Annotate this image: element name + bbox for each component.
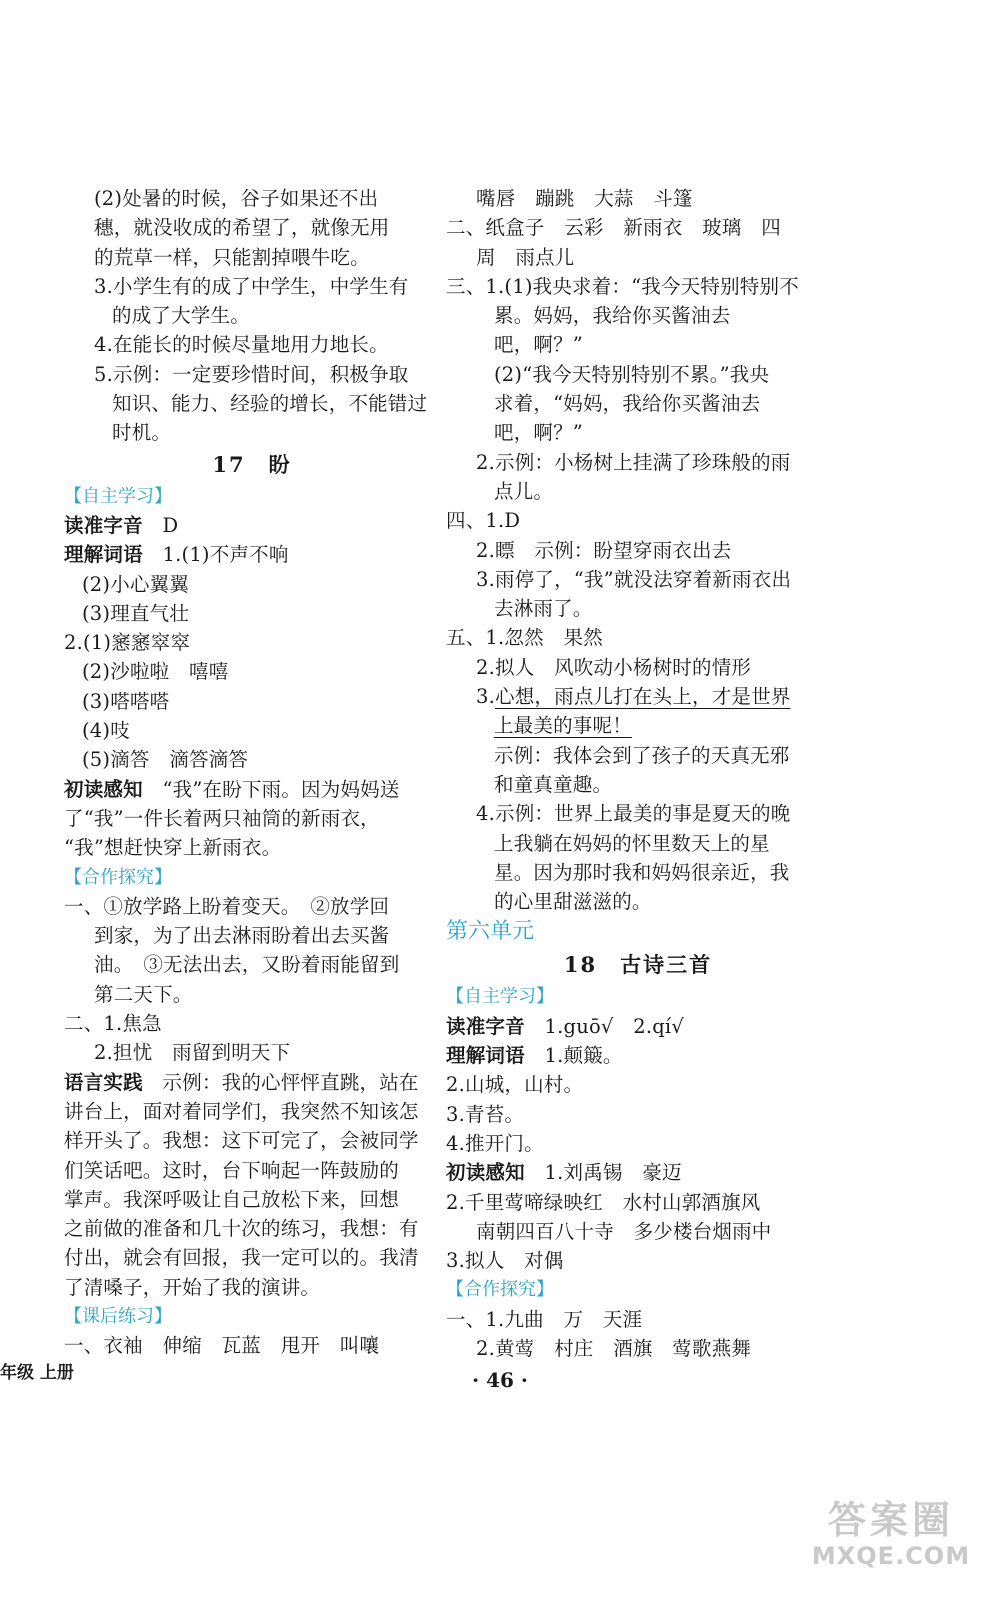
text-line	[446, 184, 830, 213]
text-line	[446, 741, 830, 770]
line-text: 讲台上，面对着同学们，我突然不知该怎	[64, 1099, 419, 1123]
section-tag	[446, 1275, 830, 1304]
section-tag	[64, 1302, 440, 1331]
text-line	[446, 330, 830, 359]
text-line	[64, 570, 440, 599]
line-text: 上我躺在妈妈的怀里数天上的星	[494, 831, 770, 855]
line-text: 穗，就没收成的希望了，就像无用	[94, 216, 390, 240]
line-text: 【自主学习】	[64, 485, 172, 507]
item-label: 理解词语	[446, 1044, 525, 1068]
line-text: 17 盼	[212, 451, 292, 477]
line-text: 2.黄莺 村庄 酒旗 莺歌燕舞	[476, 1336, 752, 1360]
line-text: 3.拟人 对偶	[446, 1249, 564, 1273]
line-text: 一、衣袖 伸缩 瓦蓝 甩开 叫嚷	[64, 1334, 380, 1358]
text-line	[64, 213, 440, 242]
section-tag	[64, 863, 440, 892]
line-text: 【合作探究】	[64, 866, 172, 888]
text-line	[446, 829, 830, 858]
text-line	[64, 540, 440, 569]
lesson-title	[64, 448, 440, 482]
line-text: 星。因为那时我和妈妈很亲近，我	[494, 860, 790, 884]
line-text: 4.在能长的时候尽量地用力地长。	[94, 333, 389, 357]
line-text: 4.示例：世界上最美的事是夏天的晚	[476, 802, 791, 826]
line-text: 2.担忧 雨留到明天下	[94, 1041, 291, 1065]
line-text: 时机。	[112, 421, 172, 445]
text-line	[64, 360, 440, 389]
line-text: “我”想赶快穿上新雨衣。	[64, 836, 282, 860]
underlined-text: 心想，雨点儿打在头上，才是世界	[495, 685, 791, 709]
text-line	[64, 921, 440, 950]
text-line	[64, 892, 440, 921]
line-text: 四、1.D	[446, 509, 521, 533]
line-text: 3.青苔。	[446, 1102, 525, 1126]
text-line	[446, 506, 830, 535]
line-text: 们笑话吧。这时，台下响起一阵鼓励的	[64, 1158, 399, 1182]
text-line	[446, 858, 830, 887]
text-line	[446, 682, 830, 711]
line-text: 南朝四百八十寺 多少楼台烟雨中	[476, 1219, 772, 1243]
text-line	[64, 1068, 440, 1097]
text-line	[64, 1126, 440, 1155]
line-text: 1.颠簸。	[524, 1044, 623, 1068]
section-tag	[64, 482, 440, 511]
line-text: 累。妈妈，我给你买酱油去	[494, 304, 731, 328]
line-text: 3.雨停了，“我”就没法穿着新雨衣出	[476, 567, 792, 591]
line-text: 二、1.焦急	[64, 1012, 162, 1036]
line-text: 吧，啊？”	[494, 333, 583, 357]
item-label: 语言实践	[64, 1070, 143, 1094]
text-line	[64, 1156, 440, 1185]
line-text: 周 雨点儿	[476, 245, 575, 269]
text-line	[64, 1097, 440, 1126]
line-text: 1.guō√ 2.qí√	[524, 1014, 684, 1038]
line-text: 嘴唇 蹦跳 大蒜 斗篷	[476, 187, 693, 210]
text-line	[446, 711, 830, 740]
text-line	[446, 1188, 830, 1217]
item-label: 读准字音	[64, 513, 143, 537]
line-text: 5.示例：一定要珍惜时间，积极争取	[94, 362, 409, 386]
text-line	[64, 389, 440, 418]
line-text: (2)“我今天特别特别不累。”我央	[494, 362, 770, 386]
text-line	[446, 213, 830, 242]
line-text: 吧，啊？”	[494, 421, 583, 445]
text-line	[64, 1185, 440, 1214]
text-line	[64, 272, 440, 301]
text-line	[446, 243, 830, 272]
page-number: · 46 ·	[472, 1368, 528, 1392]
line-text: 【合作探究】	[446, 1279, 554, 1301]
left-column	[64, 184, 440, 1361]
text-line	[64, 1331, 440, 1360]
lesson-title	[446, 948, 830, 982]
line-text: “我”在盼下雨。因为妈妈送	[142, 777, 400, 801]
text-line	[64, 716, 440, 745]
text-line	[446, 477, 830, 506]
line-text: 知识、能力、经验的增长，不能错过	[112, 392, 428, 416]
text-line	[446, 301, 830, 330]
text-line	[446, 389, 830, 418]
line-text: 一、①放学路上盼着变天。 ②放学回	[64, 894, 390, 918]
line-text: (2)小心翼翼	[82, 572, 190, 596]
footer-grade: 年级 上册	[0, 1363, 74, 1383]
line-text: 样开头了。我想：这下可完了，会被同学	[64, 1129, 419, 1153]
line-text: 2.示例：小杨树上挂满了珍珠般的雨	[476, 450, 791, 474]
text-line	[446, 536, 830, 565]
line-text: D	[142, 513, 179, 537]
text-line	[446, 565, 830, 594]
text-line	[64, 1038, 440, 1067]
line-text: 示例：我的心怦怦直跳，站在	[142, 1070, 419, 1094]
item-label: 初读感知	[446, 1161, 525, 1185]
text-line	[64, 1214, 440, 1243]
line-text: (5)滴答 滴答滴答	[82, 748, 249, 772]
line-text: 2.(1)窸窸窣窣	[64, 631, 191, 655]
text-line	[446, 1012, 830, 1041]
text-line	[64, 687, 440, 716]
text-line	[446, 1246, 830, 1275]
text-line	[446, 594, 830, 623]
text-line	[446, 1100, 830, 1129]
text-line	[64, 511, 440, 540]
text-line	[64, 745, 440, 774]
text-line	[446, 799, 830, 828]
line-text: 二、纸盒子 云彩 新雨衣 玻璃 四	[446, 216, 781, 240]
line-text: 2.拟人 风吹动小杨树时的情形	[476, 655, 752, 679]
text-line	[64, 599, 440, 628]
item-number: 3.	[476, 685, 496, 709]
line-text: 4.推开门。	[446, 1131, 544, 1155]
text-line	[446, 623, 830, 652]
item-label: 读准字音	[446, 1014, 525, 1038]
line-text: 【自主学习】	[446, 986, 554, 1008]
text-line	[64, 1273, 440, 1302]
line-text: 2.山城，山村。	[446, 1073, 584, 1097]
text-line	[446, 1129, 830, 1158]
text-line	[64, 1009, 440, 1038]
text-line	[64, 775, 440, 804]
right-column	[446, 184, 830, 1363]
text-line	[64, 950, 440, 979]
line-text: 的心里甜滋滋的。	[494, 890, 652, 914]
text-line	[446, 272, 830, 301]
text-line	[64, 1243, 440, 1272]
line-text: 1.(1)不声不响	[142, 543, 289, 567]
line-text: 的荒草一样，只能割掉喂牛吃。	[94, 245, 370, 269]
line-text: 三、1.(1)我央求着：“我今天特别特别不	[446, 274, 799, 298]
line-text: 求着，“妈妈，我给你买酱油去	[494, 392, 761, 416]
text-line	[446, 448, 830, 477]
text-line	[446, 653, 830, 682]
line-text: 之前做的准备和几十次的练习，我想：有	[64, 1217, 419, 1241]
line-text: 油。 ③无法出去，又盼着雨能留到	[94, 953, 400, 977]
text-line	[64, 301, 440, 330]
watermark-url: MXQE.COM	[811, 1542, 971, 1570]
text-line	[64, 833, 440, 862]
line-text: (2)处暑的时候，谷子如果还不出	[94, 187, 379, 210]
underlined-text: 上最美的事呢！	[494, 714, 632, 738]
text-line	[446, 1041, 830, 1070]
text-line	[64, 243, 440, 272]
line-text: 的成了大学生。	[112, 304, 250, 328]
line-text: 五、1.忽然 果然	[446, 626, 603, 650]
line-text: 【课后练习】	[64, 1305, 172, 1327]
line-text: 一、1.九曲 万 天涯	[446, 1307, 643, 1331]
line-text: (3)理直气壮	[82, 601, 190, 625]
text-line	[446, 1334, 830, 1363]
item-label: 理解词语	[64, 543, 143, 567]
line-text: 示例：我体会到了孩子的天真无邪	[494, 743, 790, 767]
line-text: 18 古诗三首	[563, 952, 713, 978]
text-line	[446, 770, 830, 799]
text-line	[64, 657, 440, 686]
line-text: 到家，为了出去淋雨盼着出去买酱	[94, 924, 390, 948]
text-line	[64, 804, 440, 833]
text-line	[446, 1217, 830, 1246]
text-line	[446, 418, 830, 447]
line-text: 3.小学生有的成了中学生，中学生有	[94, 274, 409, 298]
text-line	[446, 360, 830, 389]
text-line	[446, 1305, 830, 1334]
line-text: 付出，就会有回报，我一定可以的。我清	[64, 1246, 419, 1270]
line-text: 第二天下。	[94, 982, 193, 1006]
line-text: (2)沙啦啦 嘻嘻	[82, 660, 229, 684]
text-line	[64, 628, 440, 657]
line-text: 了清嗓子，开始了我的演讲。	[64, 1275, 321, 1299]
line-text: 去淋雨了。	[494, 597, 593, 621]
line-text: 了“我”一件长着两只袖筒的新雨衣，	[64, 806, 380, 830]
text-line	[64, 330, 440, 359]
text-line	[64, 418, 440, 447]
text-line	[446, 887, 830, 916]
line-text: 掌声。我深呼吸让自己放松下来，回想	[64, 1187, 399, 1211]
text-line	[64, 980, 440, 1009]
text-line	[446, 1158, 830, 1187]
item-label: 初读感知	[64, 777, 143, 801]
line-text: (3)嗒嗒嗒	[82, 689, 170, 713]
line-text: 和童真童趣。	[494, 772, 613, 796]
text-line	[64, 184, 440, 213]
line-text: 2.千里莺啼绿映红 水村山郭酒旗风	[446, 1190, 761, 1214]
line-text: 2.瞟 示例：盼望穿雨衣出去	[476, 538, 732, 562]
text-line	[446, 1070, 830, 1099]
line-text: 点儿。	[494, 479, 554, 503]
line-text: 第六单元	[446, 919, 535, 945]
line-text: (4)吱	[82, 719, 130, 743]
unit-heading	[446, 916, 830, 948]
line-text: 1.刘禹锡 豪迈	[524, 1161, 682, 1185]
watermark-logo	[806, 1498, 976, 1570]
watermark-text: 答案圈	[827, 1498, 954, 1542]
section-tag	[446, 982, 830, 1011]
